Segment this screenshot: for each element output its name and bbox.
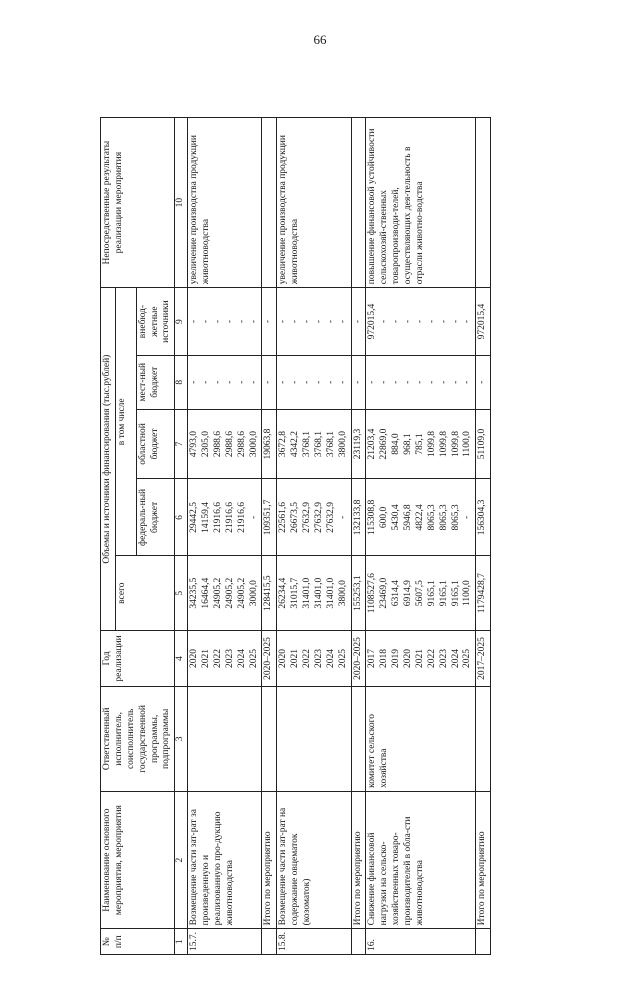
cell-value: - <box>438 320 449 324</box>
row-offbudget <box>188 288 262 356</box>
cell-value: 24905,2 <box>236 577 247 609</box>
row-federal <box>351 479 366 556</box>
cell-value: - <box>391 320 402 324</box>
cell-value: - <box>263 320 274 324</box>
cell-value: - <box>462 380 473 384</box>
row-years <box>351 630 366 686</box>
row-regional <box>476 409 491 479</box>
cell-value: 2988,6 <box>212 430 223 458</box>
table-row <box>476 118 491 955</box>
cell-value: 2020–2025 <box>352 637 363 680</box>
row-federal <box>366 479 476 556</box>
column-index: 4 <box>175 630 188 686</box>
cell-value: 31015,7 <box>290 577 301 609</box>
cell-value: - <box>325 380 336 384</box>
row-total <box>351 556 366 631</box>
row-total <box>262 556 277 631</box>
row-number <box>262 929 277 955</box>
table-row <box>351 118 366 955</box>
cell-value: 2025 <box>248 648 259 668</box>
header-offbudget: внебюд-жетные источники <box>136 288 175 356</box>
cell-value: 2018 <box>379 648 390 668</box>
funding-table <box>100 117 491 955</box>
cell-value: 27632,9 <box>302 502 312 533</box>
row-number <box>476 929 491 955</box>
column-index: 3 <box>175 686 188 791</box>
cell-value: 2025 <box>337 648 348 668</box>
cell-value: - <box>450 380 461 384</box>
row-regional <box>188 409 262 479</box>
table-container <box>100 90 640 951</box>
row-total <box>188 556 262 631</box>
table-row <box>188 118 262 955</box>
row-local <box>188 355 262 409</box>
cell-value: 4342,2 <box>290 430 301 458</box>
cell-value: 2025 <box>462 648 473 668</box>
row-federal <box>476 479 491 556</box>
cell-value: 21916,6 <box>224 502 235 533</box>
cell-value: 22561,6 <box>278 502 289 533</box>
cell-value: - <box>212 380 223 384</box>
cell-value: 2988,6 <box>224 430 235 458</box>
row-years <box>476 630 491 686</box>
header-regional: областной бюджет <box>136 409 175 479</box>
column-index: 5 <box>175 556 188 631</box>
cell-value: 31401,0 <box>325 577 336 609</box>
cell-value: - <box>414 320 425 324</box>
cell-value: - <box>352 380 363 384</box>
row-executor <box>262 686 277 791</box>
cell-value: - <box>313 380 324 384</box>
row-local <box>351 355 366 409</box>
table-body <box>188 118 491 955</box>
row-executor <box>351 686 366 791</box>
cell-value: 968,1 <box>403 433 413 455</box>
cell-value: 6914,9 <box>403 580 413 607</box>
row-number <box>351 929 366 955</box>
cell-value: 27632,9 <box>325 502 336 533</box>
cell-value: 2305,0 <box>201 430 211 458</box>
row-regional <box>277 409 351 479</box>
cell-value: - <box>236 320 247 324</box>
cell-value: 132133,8 <box>352 499 363 536</box>
cell-value: 2021 <box>414 648 425 668</box>
cell-value: 5607,5 <box>414 580 425 607</box>
page-number: 66 <box>313 32 327 47</box>
cell-value: 5430,4 <box>391 504 402 531</box>
cell-value: - <box>325 320 336 324</box>
cell-value: - <box>426 320 437 324</box>
cell-value: - <box>236 380 247 384</box>
row-executor: комитет сельского хозяйства <box>366 686 476 791</box>
cell-value: - <box>337 515 348 520</box>
cell-value: 2988,6 <box>236 430 247 458</box>
cell-value: 3768,1 <box>302 430 312 458</box>
row-total <box>366 556 476 631</box>
cell-value: 24905,2 <box>224 577 235 609</box>
row-name: Снижение финансовой нагрузки на сельско-хозяйственных товаро-производителей в обла-сти животноводства <box>366 791 476 929</box>
row-years <box>277 630 351 686</box>
cell-value: 3768,1 <box>325 430 336 458</box>
cell-value: - <box>414 380 425 384</box>
row-years <box>262 630 277 686</box>
row-name: Возмещение части зат-рат за произведенную и реализованную про-дукцию животноводства <box>188 791 262 929</box>
cell-value: - <box>290 320 301 324</box>
cell-value: 1099,8 <box>450 430 461 458</box>
cell-value: - <box>391 380 402 384</box>
row-executor <box>476 686 491 791</box>
cell-value: 21916,6 <box>236 502 247 533</box>
row-regional <box>366 409 476 479</box>
cell-value: 26673,5 <box>290 502 301 533</box>
cell-value: 29442,5 <box>189 502 200 533</box>
cell-value: 2022 <box>212 648 223 668</box>
rotated-table-wrapper <box>100 90 540 995</box>
cell-value: 51109,0 <box>477 428 488 460</box>
cell-value: 155253,1 <box>352 575 363 611</box>
cell-value: - <box>201 320 211 324</box>
cell-value: 9165,1 <box>438 580 449 607</box>
column-index: 7 <box>175 409 188 479</box>
cell-value: 2020 <box>189 648 200 668</box>
cell-value: 5946,8 <box>403 504 413 531</box>
row-name: Итого по мероприятию <box>476 791 491 929</box>
cell-value: 4793,0 <box>189 430 200 458</box>
column-index: 10 <box>175 118 188 288</box>
row-federal <box>262 479 277 556</box>
cell-value: - <box>379 380 390 384</box>
row-total <box>277 556 351 631</box>
cell-value: - <box>462 515 473 520</box>
cell-value: 2019 <box>391 648 402 668</box>
row-total <box>476 556 491 631</box>
row-local <box>277 355 351 409</box>
row-result <box>476 118 491 288</box>
cell-value: - <box>403 320 413 324</box>
column-index: 2 <box>175 791 188 929</box>
cell-value: 2017 <box>367 648 378 668</box>
cell-value: 3000,0 <box>248 430 259 458</box>
cell-value: 2022 <box>426 648 437 668</box>
cell-value: - <box>379 320 390 324</box>
row-name: Возмещение части зат-рат на содержание овцематок (козоматок) <box>277 791 351 929</box>
row-name: Итого по мероприятию <box>262 791 277 929</box>
cell-value: 3800,0 <box>337 430 348 458</box>
cell-value: 9165,1 <box>426 580 437 607</box>
cell-value: 22869,0 <box>379 428 390 460</box>
cell-value: - <box>263 380 274 384</box>
row-regional <box>262 409 277 479</box>
header-results: Непосредственные результаты реализации мероприятия <box>101 118 175 288</box>
cell-value: - <box>248 320 259 324</box>
cell-value: 2020–2025 <box>263 637 274 680</box>
cell-value: - <box>313 320 324 324</box>
cell-value: 14159,4 <box>201 502 211 533</box>
cell-value: 972015,4 <box>477 303 488 340</box>
header-funding: Объемы и источники финансирования (тыс.рублей) <box>101 288 116 631</box>
cell-value: 2020 <box>278 648 289 668</box>
cell-value: 2023 <box>438 648 449 668</box>
row-number: 15.7. <box>188 929 262 955</box>
cell-value: 1099,8 <box>438 430 449 458</box>
row-result: увеличение производства продукции животноводства <box>277 118 351 288</box>
cell-value: 2023 <box>313 648 324 668</box>
cell-value: 23119,3 <box>352 428 363 460</box>
row-result: увеличение производства продукции животноводства <box>188 118 262 288</box>
cell-value: 115308,8 <box>367 499 378 536</box>
cell-value: - <box>450 320 461 324</box>
cell-value: - <box>224 380 235 384</box>
column-index-row <box>175 118 188 955</box>
header-executor: Ответственный исполнитель, соисполнитель государственной программы, подпрограммы <box>101 686 175 791</box>
row-number: 16. <box>366 929 476 955</box>
cell-value: 972015,4 <box>367 303 378 340</box>
row-offbudget <box>476 288 491 356</box>
row-years <box>188 630 262 686</box>
cell-value: 2024 <box>236 648 247 668</box>
cell-value: 21916,6 <box>212 502 223 533</box>
table-row <box>262 118 277 955</box>
cell-value: 34235,5 <box>189 577 200 609</box>
cell-value: 1108527,6 <box>367 573 378 614</box>
cell-value: 1100,0 <box>462 580 473 607</box>
cell-value: - <box>278 380 289 384</box>
header-name: Наименование основного мероприятия, мероприятия <box>101 791 175 929</box>
cell-value: 31401,0 <box>302 577 312 609</box>
cell-value: 2021 <box>290 648 301 668</box>
header-federal: федераль-ный бюджет <box>136 479 175 556</box>
cell-value: 2017–2025 <box>477 637 488 680</box>
row-result <box>262 118 277 288</box>
cell-value: 8065,3 <box>438 504 449 531</box>
cell-value: - <box>438 380 449 384</box>
column-index: 8 <box>175 355 188 409</box>
cell-value: - <box>302 320 312 324</box>
table-row <box>366 118 476 955</box>
cell-value: - <box>290 380 301 384</box>
cell-value: 2020 <box>403 648 413 668</box>
cell-value: 8065,3 <box>426 504 437 531</box>
cell-value: 6314,4 <box>391 580 402 607</box>
cell-value: 26234,4 <box>278 577 289 609</box>
table-row <box>277 118 351 955</box>
cell-value: 785,1 <box>414 433 425 455</box>
cell-value: - <box>212 320 223 324</box>
cell-value: 3000,0 <box>248 580 259 607</box>
row-number: 15.8. <box>277 929 351 955</box>
cell-value: - <box>367 380 378 384</box>
cell-value: 4822,4 <box>414 504 425 531</box>
row-regional <box>351 409 366 479</box>
cell-value: - <box>426 380 437 384</box>
row-federal <box>188 479 262 556</box>
cell-value: - <box>189 380 200 384</box>
cell-value: 1100,0 <box>462 431 473 457</box>
cell-value: - <box>403 380 413 384</box>
row-local <box>262 355 277 409</box>
row-executor <box>188 686 262 791</box>
cell-value: 2023 <box>224 648 235 668</box>
row-offbudget <box>262 288 277 356</box>
cell-value: - <box>337 320 348 324</box>
header-including: в том числе <box>115 288 136 556</box>
cell-value: - <box>352 320 363 324</box>
cell-value: 109351,7 <box>263 499 274 536</box>
row-result: повышение финансовой устойчивости сельскохозяй-ственных товаропроизводи-телей, осуществляющих дея-тельность в отрасли животно-водства <box>366 118 476 288</box>
header-num: № п/п <box>101 929 175 955</box>
row-offbudget <box>366 288 476 356</box>
cell-value: 16464,4 <box>201 577 211 609</box>
cell-value: 3800,0 <box>337 580 348 607</box>
cell-value: - <box>462 320 473 324</box>
cell-value: 156304,3 <box>477 499 488 536</box>
cell-value: 8065,3 <box>450 504 461 531</box>
row-offbudget <box>351 288 366 356</box>
column-index: 9 <box>175 288 188 356</box>
row-offbudget <box>277 288 351 356</box>
header-year: Год реализации <box>101 630 175 686</box>
row-name: Итого по мероприятию <box>351 791 366 929</box>
cell-value: - <box>278 320 289 324</box>
cell-value: 128415,5 <box>263 575 274 611</box>
column-index: 6 <box>175 479 188 556</box>
cell-value: 2022 <box>302 648 312 668</box>
cell-value: - <box>248 380 259 384</box>
cell-value: - <box>477 380 488 384</box>
cell-value: - <box>201 380 211 384</box>
row-federal <box>277 479 351 556</box>
cell-value: - <box>248 515 259 520</box>
cell-value: 3672,8 <box>278 430 289 458</box>
cell-value: 2024 <box>325 648 336 668</box>
row-years <box>366 630 476 686</box>
cell-value: 3768,1 <box>313 430 324 458</box>
cell-value: 884,0 <box>391 433 402 455</box>
cell-value: - <box>189 320 200 324</box>
cell-value: 27632,9 <box>313 502 324 533</box>
cell-value: 9165,1 <box>450 580 461 607</box>
cell-value: 31401,0 <box>313 577 324 609</box>
row-result <box>351 118 366 288</box>
cell-value: 21203,4 <box>367 428 378 460</box>
cell-value: 23469,0 <box>379 577 390 609</box>
row-executor <box>277 686 351 791</box>
header-local: мест-ный бюджет <box>136 355 175 409</box>
cell-value: - <box>302 380 312 384</box>
row-local <box>476 355 491 409</box>
header-total: всего <box>115 556 174 631</box>
cell-value: 600,0 <box>379 506 390 529</box>
cell-value: 19063,8 <box>263 428 274 460</box>
cell-value: 1179428,7 <box>477 573 488 614</box>
cell-value: 2024 <box>450 648 461 668</box>
cell-value: 1099,8 <box>426 430 437 458</box>
cell-value: - <box>337 380 348 384</box>
cell-value: 2021 <box>201 648 211 668</box>
cell-value: 24905,2 <box>212 577 223 609</box>
row-local <box>366 355 476 409</box>
column-index: 1 <box>175 929 188 955</box>
cell-value: - <box>224 320 235 324</box>
